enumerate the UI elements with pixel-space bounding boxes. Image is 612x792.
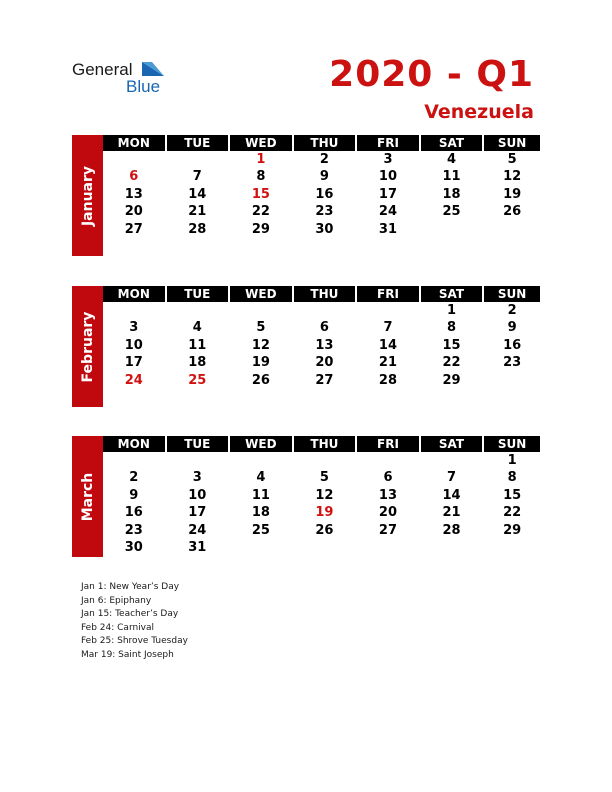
day-cell: 4 — [446, 152, 457, 167]
day-cell: 30 — [124, 539, 143, 555]
month-grid — [103, 286, 540, 389]
week-row — [103, 539, 540, 556]
weekday-label: MON — [103, 436, 165, 452]
logo-text-blue: Blue — [126, 77, 161, 96]
week-row — [103, 168, 540, 185]
weekday-label: SUN — [484, 436, 540, 452]
holiday-note: Mar 19: Saint Joseph — [81, 649, 174, 660]
empty-day-cell — [167, 302, 229, 319]
weekday-label: SAT — [421, 135, 483, 151]
empty-day-cell — [294, 452, 356, 469]
day-cell: 15 — [251, 186, 270, 202]
weekday-label: TUE — [167, 436, 229, 452]
day-cell: 18 — [442, 186, 461, 202]
day-cell: 3 — [383, 152, 393, 167]
month-label-bar — [72, 286, 103, 407]
empty-day-cell — [421, 539, 483, 556]
day-cell: 31 — [188, 539, 207, 555]
day-cell: 18 — [251, 505, 270, 521]
day-cell: 7 — [192, 169, 202, 185]
day-cell: 6 — [129, 169, 139, 185]
weekday-label: SAT — [421, 436, 483, 452]
month-label-bar — [72, 135, 103, 256]
empty-day-cell — [230, 539, 292, 556]
day-cell: 15 — [503, 487, 522, 503]
day-cell: 5 — [319, 470, 329, 486]
day-cell: 16 — [503, 337, 522, 353]
empty-day-cell — [103, 452, 165, 469]
day-cell: 24 — [124, 372, 143, 388]
day-cell: 31 — [378, 221, 397, 237]
day-cell: 14 — [188, 186, 207, 202]
week-row — [103, 372, 540, 389]
day-cell: 22 — [442, 355, 461, 371]
day-cell: 28 — [442, 522, 461, 538]
country-name: Venezuela — [424, 101, 534, 123]
empty-day-cell — [230, 302, 292, 319]
day-cell: 23 — [503, 355, 522, 371]
weekday-label: FRI — [357, 286, 419, 302]
day-cell: 10 — [378, 169, 397, 185]
logo-flag-icon — [142, 62, 164, 78]
day-cell: 25 — [188, 372, 207, 388]
day-cell: 5 — [507, 152, 517, 167]
month-label-bar — [72, 436, 103, 557]
day-cell: 12 — [315, 487, 334, 503]
weekday-label: SAT — [421, 286, 483, 302]
empty-day-cell — [484, 372, 540, 389]
day-cell: 20 — [124, 204, 143, 220]
week-row — [103, 487, 540, 504]
day-cell: 10 — [124, 337, 143, 353]
page-title: 2020 - Q1 — [329, 54, 534, 95]
weekday-label: SUN — [484, 286, 540, 302]
day-cell: 28 — [188, 221, 207, 237]
weekday-label: THU — [294, 135, 356, 151]
day-cell: 10 — [188, 487, 207, 503]
weekday-header — [103, 436, 540, 452]
day-cell: 11 — [251, 487, 270, 503]
logo-text-general: General — [72, 60, 133, 79]
day-cell: 8 — [507, 470, 517, 486]
empty-day-cell — [357, 302, 419, 319]
day-cell: 30 — [315, 221, 334, 237]
day-cell: 1 — [507, 453, 517, 468]
day-cell: 5 — [256, 320, 266, 336]
day-cell: 23 — [315, 204, 334, 220]
empty-day-cell — [294, 539, 356, 556]
day-cell: 18 — [188, 355, 207, 371]
day-cell: 26 — [251, 372, 270, 388]
day-cell: 16 — [124, 505, 143, 521]
weekday-label: TUE — [167, 135, 229, 151]
day-cell: 26 — [503, 204, 522, 220]
day-cell: 21 — [188, 204, 207, 220]
day-cell: 12 — [503, 169, 522, 185]
day-cell: 1 — [446, 303, 457, 318]
day-cell: 26 — [315, 522, 334, 538]
day-cell: 27 — [124, 221, 143, 237]
empty-day-cell — [421, 452, 483, 469]
holiday-note: Jan 6: Epiphany — [81, 595, 152, 606]
weekday-header — [103, 286, 540, 302]
empty-day-cell — [103, 302, 165, 319]
week-row — [103, 221, 540, 238]
day-cell: 4 — [192, 320, 202, 336]
holiday-notes — [81, 581, 188, 663]
empty-day-cell — [103, 151, 165, 168]
holiday-note: Feb 25: Shrove Tuesday — [81, 636, 188, 647]
holiday-note: Feb 24: Carnival — [81, 622, 155, 633]
empty-day-cell — [484, 539, 540, 556]
week-row — [103, 452, 540, 469]
empty-day-cell — [421, 221, 483, 238]
week-row — [103, 203, 540, 220]
day-cell: 24 — [188, 522, 207, 538]
day-cell: 28 — [378, 372, 397, 388]
day-cell: 25 — [442, 204, 461, 220]
day-cell: 19 — [315, 505, 334, 521]
week-row — [103, 504, 540, 521]
weekday-label: SUN — [484, 135, 540, 151]
day-cell: 6 — [319, 320, 329, 336]
day-cell: 3 — [129, 320, 139, 336]
day-cell: 27 — [315, 372, 334, 388]
day-cell: 29 — [251, 221, 270, 237]
weekday-header — [103, 135, 540, 151]
empty-day-cell — [167, 151, 229, 168]
week-row — [103, 522, 540, 539]
week-row — [103, 354, 540, 371]
day-cell: 19 — [503, 186, 522, 202]
weekday-label: MON — [103, 286, 165, 302]
day-cell: 13 — [124, 186, 143, 202]
day-cell: 15 — [442, 337, 461, 353]
week-row — [103, 319, 540, 336]
week-row — [103, 151, 540, 168]
month-name: March — [79, 472, 96, 521]
empty-day-cell — [294, 302, 356, 319]
weekday-label: FRI — [357, 135, 419, 151]
weekday-label: WED — [230, 436, 292, 452]
week-row — [103, 337, 540, 354]
empty-day-cell — [167, 452, 229, 469]
day-cell: 2 — [129, 470, 139, 486]
day-cell: 25 — [251, 522, 270, 538]
day-cell: 6 — [383, 470, 393, 486]
day-cell: 8 — [256, 169, 266, 185]
day-cell: 27 — [378, 522, 397, 538]
day-cell: 23 — [124, 522, 143, 538]
weekday-label: MON — [103, 135, 165, 151]
day-cell: 9 — [129, 487, 139, 503]
day-cell: 2 — [507, 303, 517, 318]
day-cell: 12 — [251, 337, 270, 353]
week-row — [103, 469, 540, 486]
day-cell: 11 — [442, 169, 461, 185]
holiday-note: Jan 1: New Year’s Day — [81, 582, 180, 592]
month-grid — [103, 135, 540, 238]
day-cell: 8 — [446, 320, 457, 336]
day-cell: 17 — [188, 505, 207, 521]
day-cell: 1 — [256, 152, 266, 167]
weekday-label: FRI — [357, 436, 419, 452]
week-row — [103, 186, 540, 203]
day-cell: 13 — [378, 487, 397, 503]
day-cell: 17 — [124, 355, 143, 371]
day-cell: 3 — [192, 470, 202, 486]
day-cell: 22 — [503, 505, 522, 521]
day-cell: 7 — [446, 470, 457, 486]
day-cell: 21 — [378, 355, 397, 371]
day-cell: 29 — [503, 522, 522, 538]
day-cell: 20 — [315, 355, 334, 371]
day-cell: 19 — [251, 355, 270, 371]
week-row — [103, 302, 540, 319]
day-cell: 2 — [319, 152, 329, 167]
day-cell: 24 — [378, 204, 397, 220]
day-cell: 11 — [188, 337, 207, 353]
general-blue-logo — [72, 60, 172, 96]
weekday-label: TUE — [167, 286, 229, 302]
month-grid — [103, 436, 540, 556]
day-cell: 7 — [383, 320, 393, 336]
day-cell: 20 — [378, 505, 397, 521]
weekday-label: WED — [230, 286, 292, 302]
day-cell: 4 — [256, 470, 266, 486]
empty-day-cell — [484, 221, 540, 238]
month-name: February — [79, 311, 96, 382]
day-cell: 14 — [378, 337, 397, 353]
weekday-label: THU — [294, 286, 356, 302]
day-cell: 21 — [442, 505, 461, 521]
day-cell: 16 — [315, 186, 334, 202]
holiday-note: Jan 15: Teacher’s Day — [81, 609, 179, 620]
day-cell: 22 — [251, 204, 270, 220]
day-cell: 17 — [378, 186, 397, 202]
empty-day-cell — [357, 452, 419, 469]
weekday-label: WED — [230, 135, 292, 151]
day-cell: 29 — [442, 372, 461, 388]
day-cell: 9 — [507, 320, 517, 336]
day-cell: 14 — [442, 487, 461, 503]
weekday-label: THU — [294, 436, 356, 452]
empty-day-cell — [230, 452, 292, 469]
month-name: January — [79, 165, 96, 226]
day-cell: 9 — [319, 169, 329, 185]
empty-day-cell — [357, 539, 419, 556]
day-cell: 13 — [315, 337, 334, 353]
